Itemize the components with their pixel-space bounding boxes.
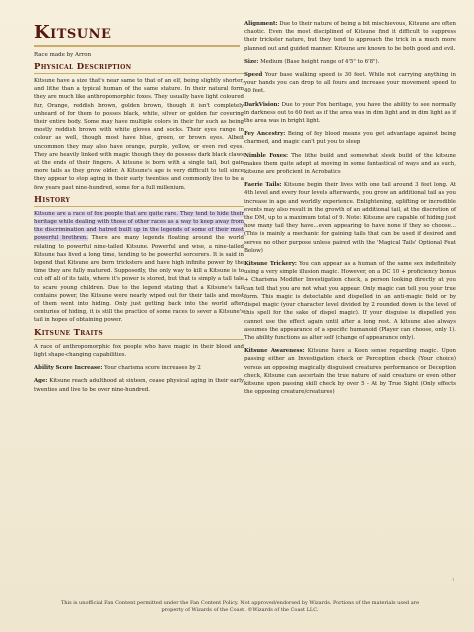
trait-speed [244,71,456,96]
trait-age [34,377,244,393]
section-divider [34,73,244,74]
trait-darkvision [244,101,456,126]
byline: Race made by Arron [34,52,92,58]
section-divider [34,206,244,207]
trait-text: Kitsune have a Keen sense regarding magic. Upon passing either an Investigation check or Perception check (Your choice) versus an opposing magically disguised creatures performance or Deception check, Kitsune can ascertain the true nature of said creature or even other kitsune upon passing skill check by over 5 - At by True Sight (Only effects the opposing creature/creatures) [244,348,456,396]
right-column [244,20,456,401]
trait-label: Kitsune Trickery: [244,261,297,268]
trait-label: Ability Score Increase: [34,365,103,372]
trait-kitsune-awareness [244,347,456,396]
trait-text: Kitsune begin their lives with one tail around 3 feet long. At 4th level and every four levels afterwards, you grow an additional tail as you increase in age and worldly experience. Enlightening, uplifting or incredible events may also result in the growth of an additional tail, at the discretion of the DM, up to a maximum total of 9. Note: Kitsune are capable of hiding just how many tail they have...even appearing to have none if they so choose...(This is mainly a mechanic for gaining tails that can be used if desired and serves no other purpose unless paired with the 'Magical Tails' Optional Feat Below) [244,182,456,254]
trait-text: The lithe build and somewhat sleek build of the kitsune makes them quite adept at moving in some fantastical of ways and as such, kitsune are proficient in Acrobatics [244,152,456,176]
trait-text: Due to your Fox heritage, you have the ability to see normally in darkness out to 60 feet as if the area was in dim light and in dim light as if the area was in bright light. [244,101,456,125]
trait-label: Nimble Foxes: [244,152,289,159]
trait-label: Age: [34,378,48,385]
section-divider [34,339,244,340]
highlighted-selection[interactable]: Kitsune are a race of fox people that are quite rare. They tend to hide their heritage while dealing with those of other races as a way to keep away from the discrimination and hatred built up in the legends of some of their most powerful brethren. [34,210,244,242]
trait-label: Fey Ancestry: [244,131,286,138]
trait-label: Kitsune Awareness: [244,348,305,355]
trait-text: Due to their nature of being a bit mischievous, Kitsune are often chaotic. Even the most disciplined of Kitsune find it difficult to suppress their trickster nature, but they tend to approach the trick in a much more planned out and guided manner. Kitsune are known to be both good and evil. [244,21,456,52]
history-text [34,210,244,325]
trait-ability-score [34,364,244,372]
trait-label: Faerie Tails: [244,182,282,189]
history-text-rest: There are many legends floating around the world relating to powerful nine-tailed Kitsune. Powerful and wise, a nine-tailed Kitsune has lived a long time, tending to be powerful sorcerers. It is said in legend that Kitsune are born tricksters and have high infinite power by the time they are fully matured. Supposedly, the only way to kill a Kitsune is to cut off all of its tails, where it's power is stored, but that is simply a tall tale to scare young children. Due to the legend stating that a Kitsune's tail contains power, the Kitsune were nearly wiped out for their tails and most of them went into hiding. Only just getting back into the world after centuries of hiding, it is still the practice of some races to sever a Kitsune's tail in hopes of obtaining power. [34,235,244,324]
trait-label: DarkVision: [244,101,280,108]
trait-text: Being of fey blood means you get advantage against being charmed, and magic can't put you to sleep [244,131,456,146]
trait-size [244,58,456,66]
kitsune-traits-heading: Kitsune Traits [34,327,104,338]
trait-alignment [244,20,456,53]
trait-text: Your charisma score increases by 2 [102,365,201,372]
physical-description-heading: Physical Description [34,62,132,72]
trait-text: Medium (Base height range of 4'5" to 6'8"). [258,58,380,65]
legal-footer: This is unofficial Fan Content permitted under the Fan Content Policy. Not approved/endorsed by Wizards. Portions of the materials used are property of Wizards of the Coast. ©Wizards of the Coast LLC. [60,600,420,613]
left-column [34,22,244,399]
trait-text: You can appear as a human of the same sex indefinitely using a very simple illusion magic. However, on a DC 10 + proficiency bonus + Charisma Modifier Investigation check, a person looking directly at you can tell that you are not what you appear. Only magic can tell you your true form. This magic is detectable and dispelled in an anti-magic field or by dispel magic (your character level divided by 2 rounded down is the level of this spell for the sake of dispel magic). If your disguise is dispelled you cannot use the effect again until after a long rest. A kitsune also always assumes the appearance of a specific humanoid (Player can choose, only 1). The ability functions as alter self (change of appearance only). [244,261,456,341]
page-number: 1 [452,577,455,582]
trait-fey-ancestry [244,130,456,146]
trait-label: Alignment: [244,21,278,27]
trait-kitsune-trickery [244,260,456,342]
traits-intro: A race of anthropomorphic fox people who have magic in their blood and light shape-changing capabilities. [34,343,244,358]
trait-label: Size: [244,58,259,65]
physical-description-text: Kitsune have a size that's near same to that of an elf, being slightly shorter, and lithe than a typical human of the same stature. In their natural form they are much like anthropomorphic foxes. They usually have light coloured fur, Orange, reddish brown, golden brown, though it isn't completely unheard of for them to posses black, white, silver or golden fur covering their entire body. Some may have multiple colors in their fur such as being mostly reddish brown with white gloves and socks. Their eyes range in colour as well, though most have blue, green, or brown eyes. Albeit uncommon they may also have orange, purple, yellow, or even red eyes. They are heavily linked with magic though they do possess dark black claws at the ends of their fingers. A kitsune is born with a single tail, but gain more tails as they grow older. A Kitsune's age is very difficult to tell since they appear to stop aging in their early twenties and commonly live to be a few years past nine-hundred, some for a full millenium. [34,78,244,191]
trait-label: Speed [244,72,263,79]
trait-nimble-foxes [244,152,456,177]
trait-text: Kitsune reach adulthood at sixteen, cease physical aging in their early twenties and live to be over nine-hundred. [34,378,244,393]
title-divider [34,45,240,47]
trait-text: Your base walking speed is 30 feet. While not carrying anything in your hands you can drop to all fours and increase your movement speed to 40 feet. [244,72,456,95]
trait-faerie-tails [244,181,456,255]
history-heading: History [34,194,71,205]
page-title: Kitsune [34,22,112,43]
